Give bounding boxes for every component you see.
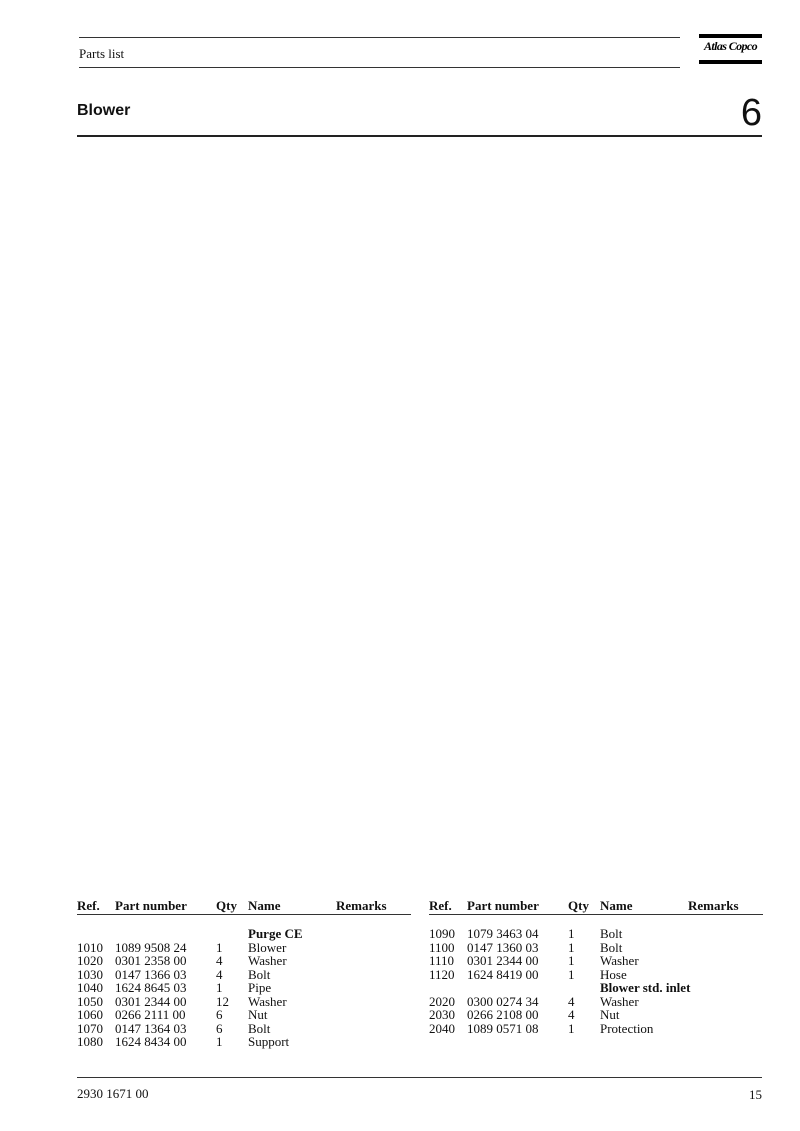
table-body [429, 927, 763, 1035]
table-row [77, 941, 411, 955]
table-row [429, 954, 763, 968]
cell-name: Washer [248, 953, 287, 968]
cell-ref: 2030 [429, 1007, 455, 1022]
cell-qty: 4 [216, 966, 223, 982]
col-remarks-header: Remarks [336, 898, 387, 913]
cell-name: Support [248, 1034, 290, 1049]
cell-name: Bolt [600, 939, 623, 955]
cell-part-number: 1624 8645 03 [115, 980, 187, 995]
cell-ref: 1090 [429, 926, 455, 941]
cell-qty: 12 [216, 993, 229, 1009]
cell-part-number: 0300 0274 34 [467, 993, 539, 1009]
cell-ref: 1040 [77, 980, 103, 995]
parts-table-left [77, 898, 411, 1049]
header-section-label: Parts list [79, 46, 125, 61]
parts-table-right [429, 898, 763, 1035]
section-number: 6 [740, 92, 762, 134]
table-group-row [429, 981, 763, 995]
cell-name: Washer [600, 953, 639, 968]
section-rule [77, 135, 762, 137]
cell-ref: 1050 [77, 993, 103, 1009]
header-top-rule [79, 37, 680, 38]
cell-name: Bolt [600, 926, 623, 941]
cell-name: Hose [600, 966, 627, 982]
table-row [77, 1008, 411, 1022]
cell-part-number: 0301 2344 00 [467, 953, 539, 968]
cell-ref: 1070 [77, 1020, 103, 1036]
cell-part-number: 0301 2358 00 [115, 953, 187, 968]
table-row [429, 1008, 763, 1022]
header-bottom-rule [79, 67, 680, 68]
col-name-header: Name [248, 898, 281, 913]
section-title: Blower [77, 102, 131, 119]
cell-qty: 1 [216, 1034, 223, 1049]
cell-name: Purge CE [248, 926, 303, 941]
table-row [77, 954, 411, 968]
cell-name: Protection [600, 1020, 654, 1036]
col-remarks-header: Remarks [688, 898, 739, 913]
cell-ref: 1120 [429, 966, 455, 982]
cell-qty: 1 [568, 1020, 575, 1036]
col-part-number-header: Part number [467, 898, 539, 913]
table-row [429, 927, 763, 941]
cell-part-number: 0147 1366 03 [115, 966, 187, 982]
table-row [429, 1022, 763, 1036]
cell-ref: 1100 [429, 939, 455, 955]
cell-ref: 1030 [77, 966, 103, 982]
table-row [77, 1022, 411, 1036]
cell-qty: 1 [216, 980, 223, 995]
cell-part-number: 1624 8419 00 [467, 966, 539, 982]
table-row [429, 941, 763, 955]
table-row [77, 981, 411, 995]
col-qty-header: Qty [216, 898, 237, 913]
table-row [429, 995, 763, 1009]
cell-ref: 2020 [429, 993, 455, 1009]
cell-name: Washer [600, 993, 639, 1009]
table-row [77, 968, 411, 982]
document-number: 2930 1671 00 [77, 1086, 149, 1101]
col-name-header: Name [600, 898, 633, 913]
cell-name: Washer [248, 993, 287, 1009]
cell-part-number: 0147 1364 03 [115, 1020, 187, 1036]
cell-part-number: 1624 8434 00 [115, 1034, 187, 1049]
logo-wordmark: Atlas Copco [703, 39, 758, 53]
cell-ref: 2040 [429, 1020, 455, 1036]
table-row [77, 1035, 411, 1049]
cell-qty: 1 [216, 939, 223, 955]
cell-qty: 4 [568, 993, 575, 1009]
page-number: 15 [749, 1087, 762, 1102]
cell-part-number: 0266 2111 00 [115, 1007, 186, 1022]
col-part-number-header: Part number [115, 898, 187, 913]
cell-name: Pipe [248, 980, 272, 995]
col-ref-header: Ref. [77, 898, 100, 913]
footer-rule [77, 1077, 762, 1078]
cell-ref: 1110 [429, 953, 455, 968]
table-group-row [77, 927, 411, 941]
table-header-rule [77, 914, 411, 915]
table-body [77, 927, 411, 1049]
cell-qty: 6 [216, 1007, 223, 1022]
cell-name: Bolt [248, 966, 271, 982]
col-ref-header: Ref. [429, 898, 452, 913]
cell-qty: 4 [216, 953, 223, 968]
col-qty-header: Qty [568, 898, 589, 913]
cell-part-number: 1079 3463 04 [467, 926, 539, 941]
table-row [429, 968, 763, 982]
cell-ref: 1060 [77, 1007, 103, 1022]
cell-qty: 6 [216, 1020, 223, 1036]
cell-qty: 1 [568, 966, 575, 982]
cell-name: Bolt [248, 1020, 271, 1036]
cell-part-number: 1089 0571 08 [467, 1020, 539, 1036]
table-header [77, 898, 411, 914]
cell-ref: 1010 [77, 939, 103, 955]
cell-name: Nut [600, 1007, 620, 1022]
table-header [429, 898, 763, 914]
cell-qty: 1 [568, 953, 575, 968]
table-header-rule [429, 914, 763, 915]
table-row [77, 995, 411, 1009]
logo-top-bar [699, 34, 762, 38]
cell-part-number: 0147 1360 03 [467, 939, 539, 955]
cell-part-number: 0301 2344 00 [115, 993, 187, 1009]
cell-part-number: 0266 2108 00 [467, 1007, 539, 1022]
cell-name: Blower [248, 939, 287, 955]
logo-bottom-bar [699, 60, 762, 64]
cell-name: Nut [248, 1007, 268, 1022]
atlas-copco-logo [699, 34, 762, 66]
cell-ref: 1020 [77, 953, 103, 968]
cell-part-number: 1089 9508 24 [115, 939, 187, 955]
cell-qty: 4 [568, 1007, 575, 1022]
cell-qty: 1 [568, 939, 575, 955]
cell-qty: 1 [568, 926, 575, 941]
cell-name: Blower std. inlet [600, 980, 691, 995]
cell-ref: 1080 [77, 1034, 103, 1049]
